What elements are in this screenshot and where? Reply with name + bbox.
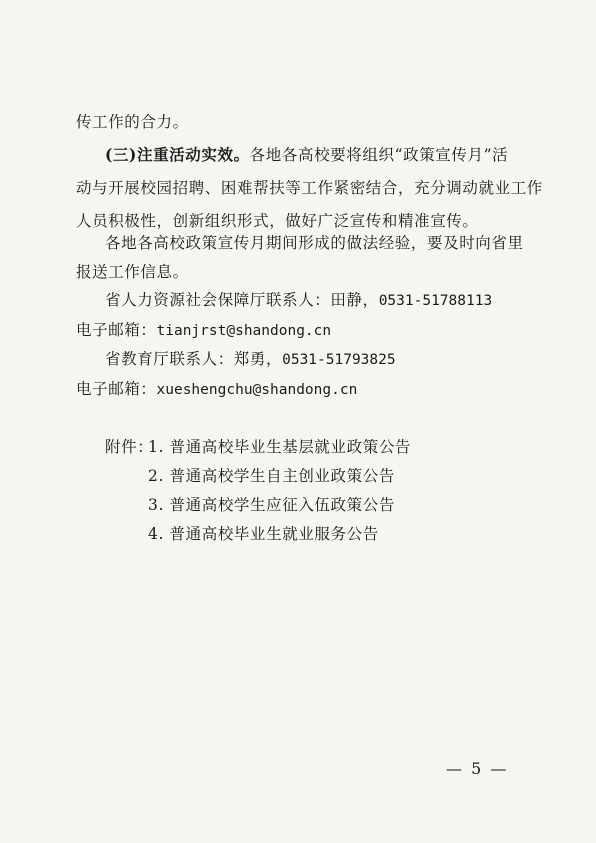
- paragraph-line: 动与开展校园招聘、困难帮扶等工作紧密结合，充分调动就业工作: [76, 179, 543, 197]
- paragraph-line: 人员积极性，创新组织形式，做好广泛宣传和精准宣传。: [76, 212, 479, 230]
- contact-label: 省人力资源社会保障厅联系人：田静，: [105, 291, 379, 309]
- contact-line-edu: [105, 349, 396, 370]
- email-label: 电子邮箱：: [76, 321, 157, 339]
- contact-label: 省教育厅联系人：郑勇，: [105, 350, 283, 368]
- email-label: 电子邮箱：: [76, 380, 157, 398]
- contact-phone: 0531-51788113: [378, 293, 493, 309]
- attachment-item: 1. 普通高校毕业生基层就业政策公告: [148, 438, 412, 456]
- contact-line-hr: [105, 290, 492, 311]
- attachment-item: 3. 普通高校学生应征入伍政策公告: [148, 496, 395, 514]
- paragraph-line: 各地各高校政策宣传月期间形成的做法经验，要及时向省里: [105, 234, 524, 252]
- attachment-item: 2. 普通高校学生自主创业政策公告: [148, 467, 395, 485]
- attachment-item: 4. 普通高校毕业生就业服务公告: [148, 525, 379, 543]
- section-heading: (三)注重活动实效。: [105, 145, 250, 164]
- email-address: tianjrst@shandong.cn: [156, 323, 332, 339]
- email-line-edu: [76, 379, 357, 400]
- email-address: xueshengchu@shandong.cn: [156, 382, 358, 398]
- paragraph-line: 传工作的合力。: [76, 113, 189, 131]
- page-number: — 5 —: [446, 759, 509, 778]
- paragraph-line: [105, 145, 508, 165]
- contact-phone: 0531-51793825: [282, 352, 396, 368]
- email-line-hr: [76, 320, 331, 341]
- attachments-label: 附件：: [105, 438, 154, 456]
- paragraph-line: 报送工作信息。: [76, 263, 189, 281]
- paragraph-text: 各地各高校要将组织“政策宣传月”活: [249, 146, 509, 164]
